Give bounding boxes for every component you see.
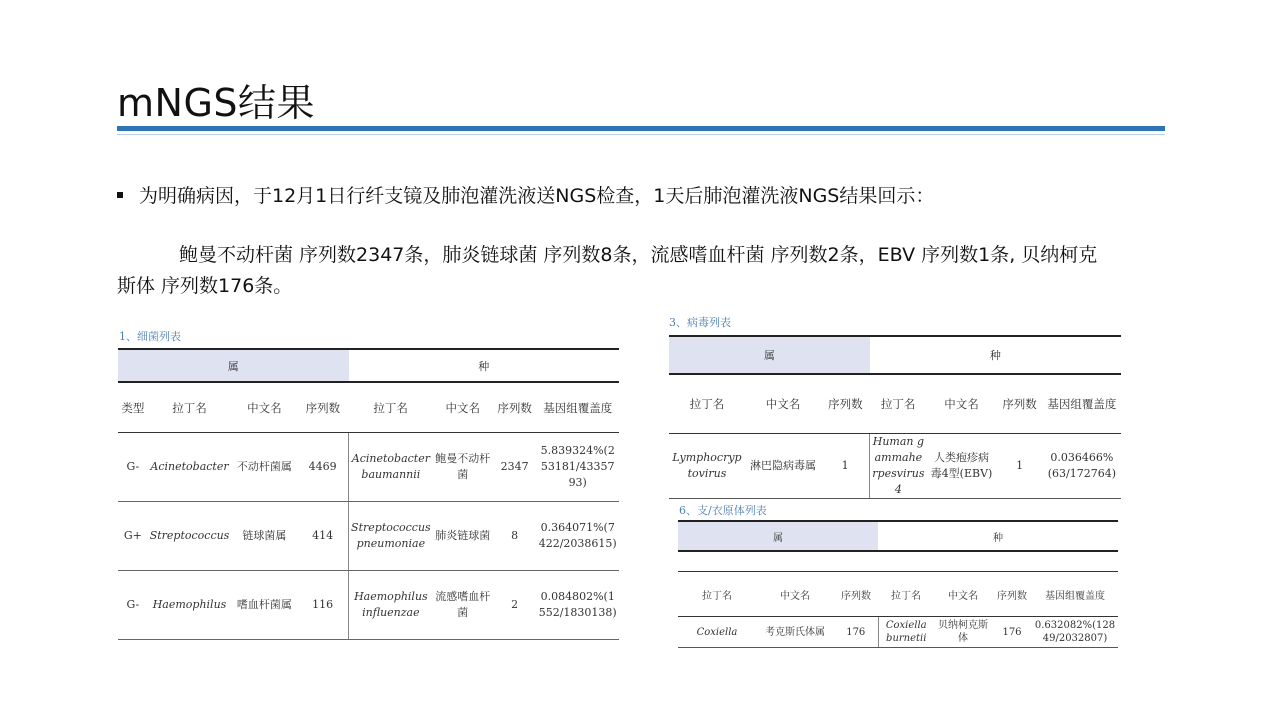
column-header: 中文名 — [231, 382, 297, 433]
cell-species-cn: 贝纳柯克斯体 — [934, 617, 992, 648]
bullet-text: 为明确病因，于12月1日行纤支镜及肺泡灌洗液送NGS检查，1天后肺泡灌洗液NGS结果回示： — [139, 185, 935, 207]
column-header: 拉丁名 — [870, 374, 927, 434]
column-header: 序列数 — [996, 374, 1042, 434]
cell-genus-cn: 考克斯氏体属 — [756, 617, 834, 648]
cell-species-reads: 2 — [493, 571, 537, 640]
cell-genus-reads: 116 — [297, 571, 348, 640]
cell-species-latin: Haemophilus influenzae — [349, 571, 433, 640]
bacteria-table-caption: 1、细菌列表 — [119, 330, 181, 343]
bacteria-table — [118, 348, 619, 640]
column-header: 中文名 — [433, 382, 493, 433]
column-header: 序列数 — [821, 374, 870, 434]
table-row — [118, 571, 619, 640]
cell-genus-latin: Lymphocryptovirus — [669, 434, 745, 499]
cell-species-latin: Coxiella burnetii — [878, 617, 934, 648]
cell-coverage: 5.839324%(253181/4335793) — [536, 433, 619, 502]
cell-genus-latin: Acinetobacter — [148, 433, 232, 502]
title-underline-thin — [117, 134, 1165, 135]
cell-species-reads: 8 — [493, 502, 537, 571]
cell-genus-latin: Coxiella — [678, 617, 756, 648]
cell-coverage: 0.036466%(63/172764) — [1043, 434, 1121, 499]
column-header: 类型 — [118, 382, 148, 433]
mycoplasma-species-group-header: 种 — [878, 521, 1118, 551]
cell-type: G+ — [118, 502, 148, 571]
mycoplasma-table — [678, 520, 1118, 648]
cell-species-latin: Streptococcus pneumoniae — [349, 502, 433, 571]
bacteria-species-group-header: 种 — [349, 349, 619, 382]
virus-table-caption: 3、病毒列表 — [669, 316, 731, 329]
column-header: 序列数 — [297, 382, 348, 433]
cell-genus-latin: Streptococcus — [148, 502, 232, 571]
column-header: 拉丁名 — [349, 382, 433, 433]
bacteria-genus-group-header: 属 — [118, 349, 349, 382]
column-header: 序列数 — [493, 382, 537, 433]
column-header: 拉丁名 — [669, 374, 745, 434]
mycoplasma-genus-group-header: 属 — [678, 521, 878, 551]
cell-species-reads: 1 — [996, 434, 1042, 499]
table-row — [118, 502, 619, 571]
cell-genus-reads: 414 — [297, 502, 348, 571]
mycoplasma-table-caption: 6、支/衣原体列表 — [679, 504, 767, 517]
cell-species-latin: Acinetobacter baumannii — [349, 433, 433, 502]
cell-coverage: 0.364071%(7422/2038615) — [536, 502, 619, 571]
cell-genus-reads: 4469 — [297, 433, 348, 502]
column-header: 基因组覆盖度 — [1043, 374, 1121, 434]
cell-genus-cn: 嗜血杆菌属 — [231, 571, 297, 640]
virus-genus-group-header: 属 — [669, 336, 870, 374]
cell-coverage: 0.632082%(12849/2032807) — [1032, 617, 1118, 648]
cell-species-latin: Human gammaherpesvirus 4 — [870, 434, 927, 499]
column-header: 基因组覆盖度 — [536, 382, 619, 433]
cell-species-cn: 肺炎链球菌 — [433, 502, 493, 571]
cell-species-cn: 人类疱疹病毒4型(EBV) — [927, 434, 997, 499]
cell-genus-cn: 不动杆菌属 — [231, 433, 297, 502]
cell-genus-cn: 链球菌属 — [231, 502, 297, 571]
column-header: 中文名 — [756, 572, 834, 617]
virus-species-group-header: 种 — [870, 336, 1121, 374]
column-header: 基因组覆盖度 — [1032, 572, 1118, 617]
cell-type: G- — [118, 571, 148, 640]
column-header: 中文名 — [927, 374, 997, 434]
table-row — [678, 617, 1118, 648]
table-row — [669, 434, 1121, 499]
bullet-square-icon — [117, 192, 123, 198]
column-header: 序列数 — [992, 572, 1032, 617]
table-row — [118, 433, 619, 502]
column-header: 拉丁名 — [148, 382, 232, 433]
cell-species-reads: 176 — [992, 617, 1032, 648]
column-header: 中文名 — [934, 572, 992, 617]
cell-genus-latin: Haemophilus — [148, 571, 232, 640]
column-header: 拉丁名 — [678, 572, 756, 617]
title-underline — [117, 126, 1165, 131]
column-header: 序列数 — [834, 572, 878, 617]
cell-genus-cn: 淋巴隐病毒属 — [745, 434, 821, 499]
cell-type: G- — [118, 433, 148, 502]
cell-genus-reads: 176 — [834, 617, 878, 648]
column-header: 拉丁名 — [878, 572, 934, 617]
virus-table — [669, 335, 1121, 499]
result-summary-paragraph: 鲍曼不动杆菌 序列数2347条，肺炎链球菌 序列数8条，流感嗜血杆菌 序列数2条，EBV 序列数1条, 贝纳柯克斯体 序列数176条。 — [117, 244, 1098, 297]
column-header: 中文名 — [745, 374, 821, 434]
cell-species-reads: 2347 — [493, 433, 537, 502]
slide-title: mNGS结果 — [117, 81, 316, 125]
cell-coverage: 0.084802%(1552/1830138) — [536, 571, 619, 640]
cell-genus-reads: 1 — [821, 434, 870, 499]
cell-species-cn: 鲍曼不动杆菌 — [433, 433, 493, 502]
bullet-item — [117, 181, 934, 208]
cell-species-cn: 流感嗜血杆菌 — [433, 571, 493, 640]
